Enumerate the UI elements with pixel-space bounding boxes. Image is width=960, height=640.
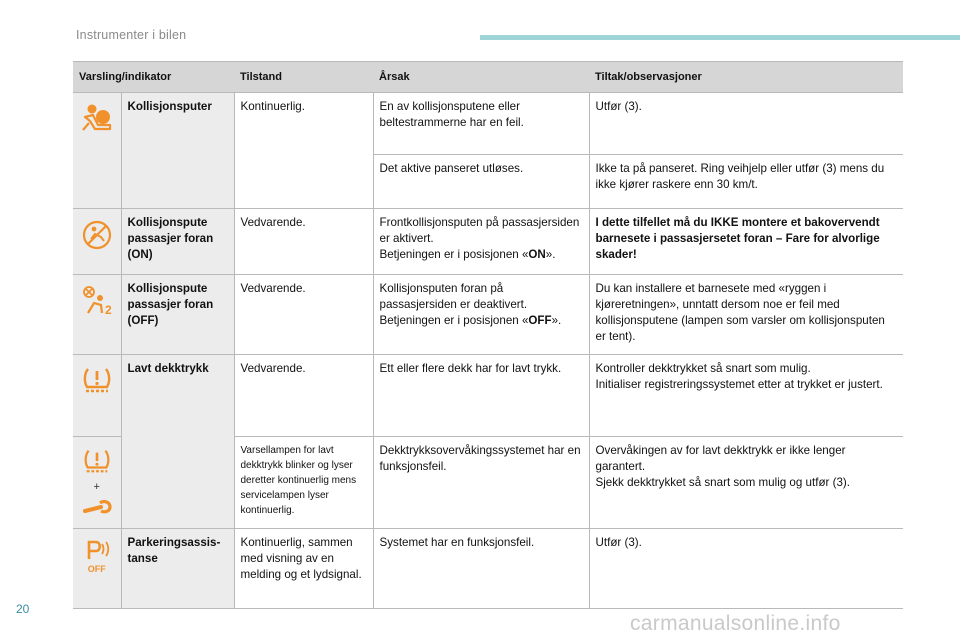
tyre-pressure-fault-icons — [73, 437, 121, 529]
name-parking-assist: Parkeringsassis-tanse — [121, 529, 234, 609]
header-warning: Varsling/indikator — [73, 62, 234, 93]
svg-text:2: 2 — [104, 303, 112, 317]
cause-active-bonnet: Det aktive panseret utløses. — [373, 155, 589, 209]
state-tyre-system-fault: Varsellampen for lavt dekktrykk blinker og lyser deretter kontinuerlig mens servicelampen lyser kontinuerlig. — [234, 437, 373, 529]
page-header-title: Instrumenter i bilen — [76, 28, 187, 42]
cause-low-tyre-pressure: Ett eller flere dekk har for lavt trykk. — [373, 355, 589, 437]
table-header-row — [73, 62, 903, 93]
name-passenger-airbag-on: Kollisjonspute passasjer foran (ON) — [121, 209, 234, 275]
state-passenger-airbag-off: Vedvarende. — [234, 275, 373, 355]
page-number: 20 — [16, 602, 30, 616]
state-parking-assist: Kontinuerlig, sammen med visning av en melding og et lydsignal. — [234, 529, 373, 609]
header-accent-bar — [480, 35, 960, 40]
warning-lamps-table — [73, 61, 903, 609]
table-row — [73, 209, 903, 275]
table-row — [73, 93, 903, 155]
action-passenger-airbag-on: I dette tilfellet må du IKKE montere et bakovervendt barnesete i passasjersetet foran – Fare for alvorlige skader! — [589, 209, 903, 275]
cause-passenger-airbag-on: Frontkollisjonsputen på passasjersiden er aktivert. Betjeningen er i posisjonen «ON». — [373, 209, 589, 275]
passenger-airbag-on-icon — [73, 209, 121, 275]
action-airbags-fault: Utfør (3). — [589, 93, 903, 155]
state-airbags: Kontinuerlig. — [234, 93, 373, 209]
cause-passenger-airbag-off: Kollisjonsputen foran på passasjersiden er deaktivert. Betjeningen er i posisjonen «OFF». — [373, 275, 589, 355]
plus-sign: + — [93, 481, 100, 493]
watermark-text: carmanualsonline.info — [630, 612, 841, 635]
parking-off-label: OFF — [87, 564, 106, 574]
tyre-pressure-icon — [81, 447, 113, 475]
name-passenger-airbag-off: Kollisjonspute passasjer foran (OFF) — [121, 275, 234, 355]
wrench-icon — [81, 499, 113, 517]
header-cause: Årsak — [373, 62, 589, 93]
header-state: Tilstand — [234, 62, 373, 93]
action-parking-assist: Utfør (3). — [589, 529, 903, 609]
state-low-tyre-pressure: Vedvarende. — [234, 355, 373, 437]
action-passenger-airbag-off: Du kan installere et barnesete med «ryggen i kjøreretningen», unntatt dersom noe er feil med kollisjonsputene (lampen som varsler om kollisjonsputen er tent). — [589, 275, 903, 355]
header-action: Tiltak/observasjoner — [589, 62, 903, 93]
table-row — [73, 275, 903, 355]
parking-sensors-off-icon — [73, 529, 121, 609]
table-row — [73, 355, 903, 437]
action-active-bonnet: Ikke ta på panseret. Ring veihjelp eller utfør (3) mens du ikke kjører raskere enn 30 km/t. — [589, 155, 903, 209]
action-tyre-system-fault: Overvåkingen av for lavt dekktrykk er ikke lenger garantert. Sjekk dekktrykket så snart som mulig og utfør (3). — [589, 437, 903, 529]
tyre-pressure-icon — [73, 355, 121, 437]
action-low-tyre-pressure: Kontroller dekktrykket så snart som mulig. Initialiser registreringssystemet etter at trykket er justert. — [589, 355, 903, 437]
airbag-person-icon — [73, 93, 121, 209]
state-passenger-airbag-on: Vedvarende. — [234, 209, 373, 275]
cause-parking-assist: Systemet har en funksjonsfeil. — [373, 529, 589, 609]
cause-airbags-fault: En av kollisjonsputene eller beltestrammerne har en feil. — [373, 93, 589, 155]
name-airbags: Kollisjonsputer — [121, 93, 234, 209]
passenger-airbag-off-icon — [73, 275, 121, 355]
cause-tyre-system-fault: Dekktrykksovervåkingssystemet har en funksjonsfeil. — [373, 437, 589, 529]
name-low-tyre-pressure: Lavt dekktrykk — [121, 355, 234, 529]
table-row — [73, 529, 903, 609]
